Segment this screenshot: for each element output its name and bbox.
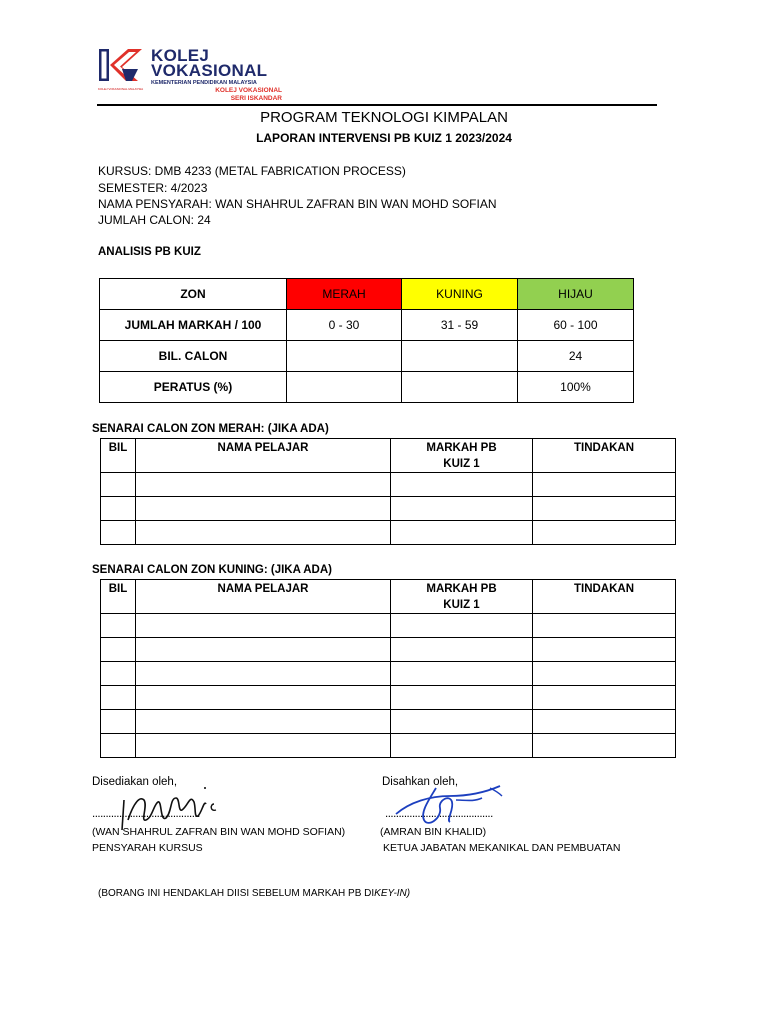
footnote [98, 888, 410, 899]
col-tindakan: TINDAKAN [533, 439, 676, 473]
yellow-range-cell: 31 - 59 [402, 310, 518, 341]
zone-yellow-cell: KUNING [402, 279, 518, 310]
lecturer-field: NAMA PENSYARAH: WAN SHAHRUL ZAFRAN BIN WAN MOHD SOFIAN [98, 197, 497, 211]
action-cell[interactable] [533, 710, 676, 734]
name-cell[interactable] [136, 521, 391, 545]
bil-cell[interactable] [101, 497, 136, 521]
college-logo [98, 45, 288, 105]
name-cell[interactable] [136, 686, 391, 710]
logo-campus-line2: SERI ISKANDAR [230, 95, 282, 102]
red-percent-cell [287, 372, 402, 403]
mark-cell[interactable] [391, 497, 533, 521]
mark-cell[interactable] [391, 521, 533, 545]
red-range-cell: 0 - 30 [287, 310, 402, 341]
candidate-count-row [100, 341, 634, 372]
action-cell[interactable] [533, 662, 676, 686]
bil-cell[interactable] [101, 638, 136, 662]
name-cell[interactable] [136, 734, 391, 758]
yellow-zone-list-table [100, 579, 676, 758]
table-header-row [101, 580, 676, 614]
col-bil: BIL [101, 580, 136, 614]
bil-cell[interactable] [101, 473, 136, 497]
mark-cell[interactable] [391, 710, 533, 734]
yellow-count-cell [402, 341, 518, 372]
name-cell[interactable] [136, 614, 391, 638]
mark-cell[interactable] [391, 614, 533, 638]
zone-header-row [100, 279, 634, 310]
report-title: LAPORAN INTERVENSI PB KUIZ 1 2023/2024 [256, 131, 512, 145]
mark-cell[interactable] [391, 662, 533, 686]
zone-green-cell: HIJAU [518, 279, 634, 310]
bil-cell[interactable] [101, 521, 136, 545]
bil-cell[interactable] [101, 734, 136, 758]
approved-by-title: KETUA JABATAN MEKANIKAL DAN PEMBUATAN [383, 842, 621, 854]
action-cell[interactable] [533, 614, 676, 638]
mark-cell[interactable] [391, 638, 533, 662]
yellow-percent-cell [402, 372, 518, 403]
col-tindakan: TINDAKAN [533, 580, 676, 614]
green-percent-cell: 100% [518, 372, 634, 403]
table-row [101, 497, 676, 521]
prepared-by-title: PENSYARAH KURSUS [92, 842, 203, 854]
table-row [101, 734, 676, 758]
percentage-row [100, 372, 634, 403]
action-cell[interactable] [533, 734, 676, 758]
col-markah [391, 580, 533, 614]
candidate-count-field: JUMLAH CALON: 24 [98, 213, 211, 227]
course-field: KURSUS: DMB 4233 (METAL FABRICATION PROCESS) [98, 164, 406, 178]
zone-red-cell: MERAH [287, 279, 402, 310]
table-row [101, 521, 676, 545]
name-cell[interactable] [136, 638, 391, 662]
table-row [101, 710, 676, 734]
name-cell[interactable] [136, 473, 391, 497]
zone-analysis-table [99, 278, 634, 403]
red-zone-list-table [100, 438, 676, 545]
logo-ministry-text: KEMENTERIAN PENDIDIKAN MALAYSIA [151, 80, 257, 86]
name-cell[interactable] [136, 710, 391, 734]
name-cell[interactable] [136, 497, 391, 521]
footnote-text: (BORANG INI HENDAKLAH DIISI SEBELUM MARKAH PB DI [98, 888, 375, 899]
prepared-by-name: (WAN SHAHRUL ZAFRAN BIN WAN MOHD SOFIAN) [92, 826, 346, 838]
zone-label-cell: ZON [100, 279, 287, 310]
col-markah-line2: KUIZ 1 [443, 599, 480, 611]
approved-by-label: Disahkan oleh, [382, 776, 459, 788]
col-markah-line1: MARKAH PB [426, 442, 497, 454]
green-count-cell: 24 [518, 341, 634, 372]
percentage-label: PERATUS (%) [100, 372, 287, 403]
green-range-cell: 60 - 100 [518, 310, 634, 341]
candidate-count-label: BIL. CALON [100, 341, 287, 372]
logo-tagline: KOLEJ VOKASIONAL MALAYSIA [98, 87, 144, 91]
approved-by-name: (AMRAN BIN KHALID) [380, 826, 487, 838]
mark-cell[interactable] [391, 473, 533, 497]
col-nama-pelajar: NAMA PELAJAR [136, 439, 391, 473]
red-list-heading: SENARAI CALON ZON MERAH: (JIKA ADA) [92, 423, 329, 435]
prepared-signature-line: ........................................ [92, 808, 200, 820]
bil-cell[interactable] [101, 710, 136, 734]
semester-field: SEMESTER: 4/2023 [98, 181, 208, 195]
action-cell[interactable] [533, 473, 676, 497]
bil-cell[interactable] [101, 614, 136, 638]
bil-cell[interactable] [101, 662, 136, 686]
yellow-list-heading: SENARAI CALON ZON KUNING: (JIKA ADA) [92, 564, 333, 576]
action-cell[interactable] [533, 497, 676, 521]
logo-text-vokasional: VOKASIONAL [151, 61, 268, 80]
mark-cell[interactable] [391, 686, 533, 710]
logo-text-kolej: KOLEJ [151, 46, 210, 65]
table-row [101, 614, 676, 638]
prepared-by-label: Disediakan oleh, [92, 776, 178, 788]
col-markah [391, 439, 533, 473]
table-header-row [101, 439, 676, 473]
header-divider [97, 104, 657, 106]
action-cell[interactable] [533, 638, 676, 662]
table-row [101, 662, 676, 686]
col-bil: BIL [101, 439, 136, 473]
col-nama-pelajar: NAMA PELAJAR [136, 580, 391, 614]
col-markah-line2: KUIZ 1 [443, 458, 480, 470]
program-title: PROGRAM TEKNOLOGI KIMPALAN [260, 109, 508, 126]
col-markah-line1: MARKAH PB [426, 583, 497, 595]
name-cell[interactable] [136, 662, 391, 686]
action-cell[interactable] [533, 521, 676, 545]
red-count-cell [287, 341, 402, 372]
table-row [101, 638, 676, 662]
mark-range-label: JUMLAH MARKAH / 100 [100, 310, 287, 341]
footnote-italic: KEY-IN) [374, 888, 411, 899]
action-cell[interactable] [533, 686, 676, 710]
kv-logo-mark-icon [98, 47, 146, 85]
mark-range-row [100, 310, 634, 341]
mark-cell[interactable] [391, 734, 533, 758]
table-row [101, 686, 676, 710]
logo-campus-line1: KOLEJ VOKASIONAL [215, 87, 282, 94]
table-row [101, 473, 676, 497]
approved-signature-line: ........................................ [385, 808, 493, 820]
analysis-heading: ANALISIS PB KUIZ [98, 246, 201, 258]
bil-cell[interactable] [101, 686, 136, 710]
